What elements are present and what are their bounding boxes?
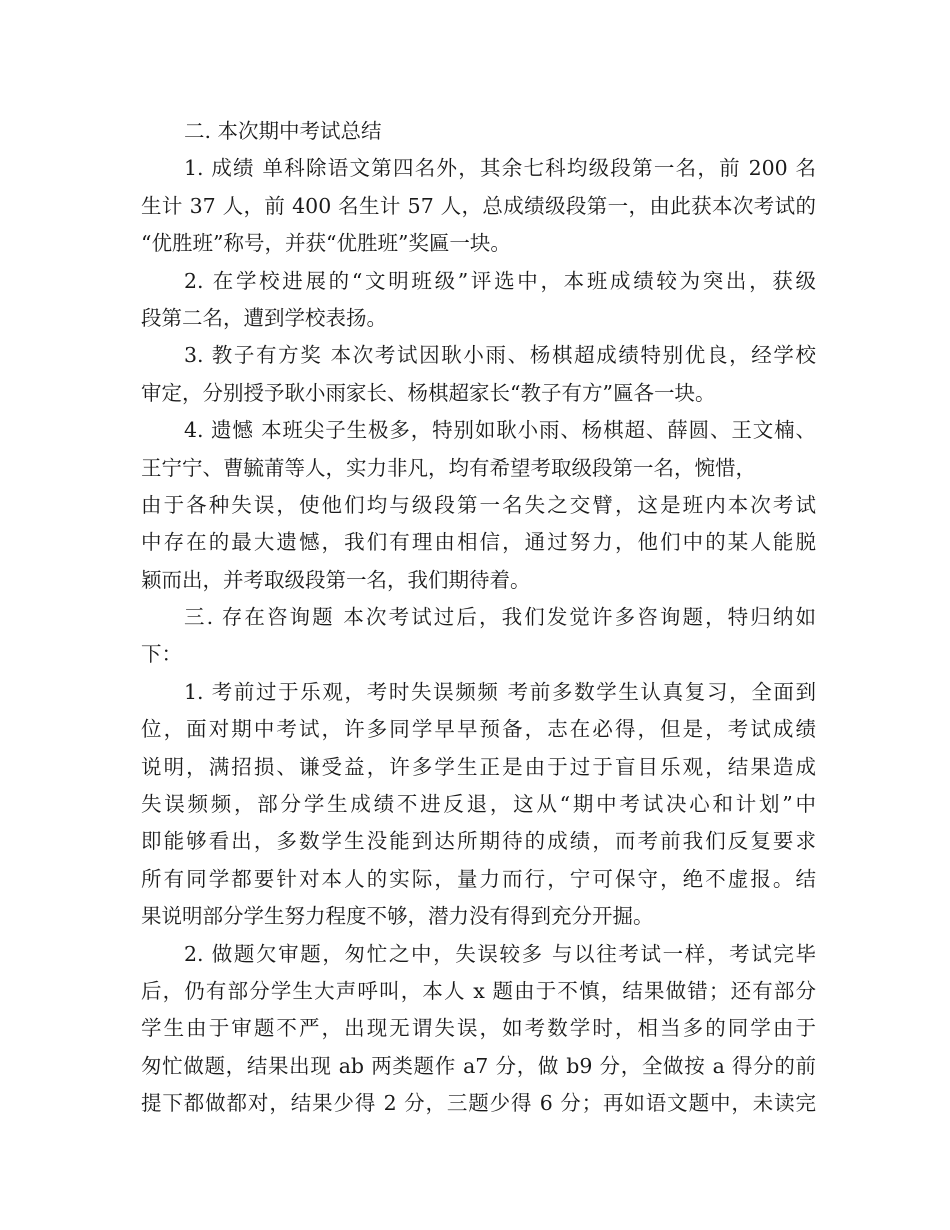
text-line: 学生由于审题不严，出现无谓失误，如考数学时，相当多的同学由于 <box>141 1016 816 1041</box>
text-line: 1. 成绩 单科除语文第四名外，其余七科均级段第一名，前 200 名 <box>184 156 816 181</box>
text-line: 段第二名，遭到学校表扬。 <box>141 305 387 330</box>
text-line: 生计 37 人，前 400 名生计 57 人，总成绩级段第一，由此获本次考试的 <box>141 193 816 218</box>
text-line: 颖而出，并考取级段第一名，我们期待着。 <box>141 567 531 592</box>
text-line: 二. 本次期中考试总结 <box>184 119 382 143</box>
text-line: 即能够看出，多数学生没能到达所期待的成绩，而考前我们反复要求 <box>141 829 816 854</box>
text-line: 匆忙做题，结果出现 ab 两类题作 a7 分，做 b9 分，全做按 a 得分的前 <box>141 1053 816 1078</box>
text-line: 提下都做都对，结果少得 2 分，三题少得 6 分；再如语文题中，未读完 <box>141 1091 816 1116</box>
text-line: 2. 在学校进展的“文明班级”评选中，本班成绩较为突出，获级 <box>184 268 816 293</box>
text-line: 三. 存在咨询题 本次考试过后，我们发觉许多咨询题，特归纳如 <box>184 605 816 630</box>
text-line: 王宁宁、曹毓莆等人，实力非凡，均有希望考取级段第一名，惋惜， <box>141 455 756 480</box>
text-line: 下： <box>141 642 182 667</box>
text-line: “优胜班”称号，并获“优胜班”奖匾一块。 <box>141 231 511 256</box>
text-line: 所有同学都要针对本人的实际，量力而行，宁可保守，绝不虚报。结 <box>141 866 816 891</box>
text-line: 1. 考前过于乐观，考时失误频频 考前多数学生认真复习，全面到 <box>184 679 816 704</box>
text-line: 果说明部分学生努力程度不够，潜力没有得到充分开掘。 <box>141 904 654 929</box>
text-line: 审定，分别授予耿小雨家长、杨棋超家长“教子有方”匾各一块。 <box>141 380 716 405</box>
text-line: 中存在的最大遗憾，我们有理由相信，通过努力，他们中的某人能脱 <box>141 530 816 555</box>
text-line: 4. 遗憾 本班尖子生极多，特别如耿小雨、杨棋超、薛圆、王文楠、 <box>184 418 816 443</box>
text-line: 失误频频，部分学生成绩不进反退，这从“期中考试决心和计划”中 <box>141 792 816 817</box>
text-line: 2. 做题欠审题，匆忙之中，失误较多 与以往考试一样，考试完毕 <box>184 941 816 966</box>
document-body <box>141 113 816 1123</box>
text-line: 后，仍有部分学生大声呼叫，本人 x 题由于不慎，结果做错；还有部分 <box>141 978 816 1003</box>
text-line: 位，面对期中考试，许多同学早早预备，志在必得，但是，考试成绩 <box>141 717 816 742</box>
text-line: 3. 教子有方奖 本次考试因耿小雨、杨棋超成绩特别优良，经学校 <box>184 343 816 368</box>
text-line: 由于各种失误，使他们均与级段第一名失之交臂，这是班内本次考试 <box>141 492 816 517</box>
text-line: 说明，满招损、谦受益，许多学生正是由于过于盲目乐观，结果造成 <box>141 754 816 779</box>
